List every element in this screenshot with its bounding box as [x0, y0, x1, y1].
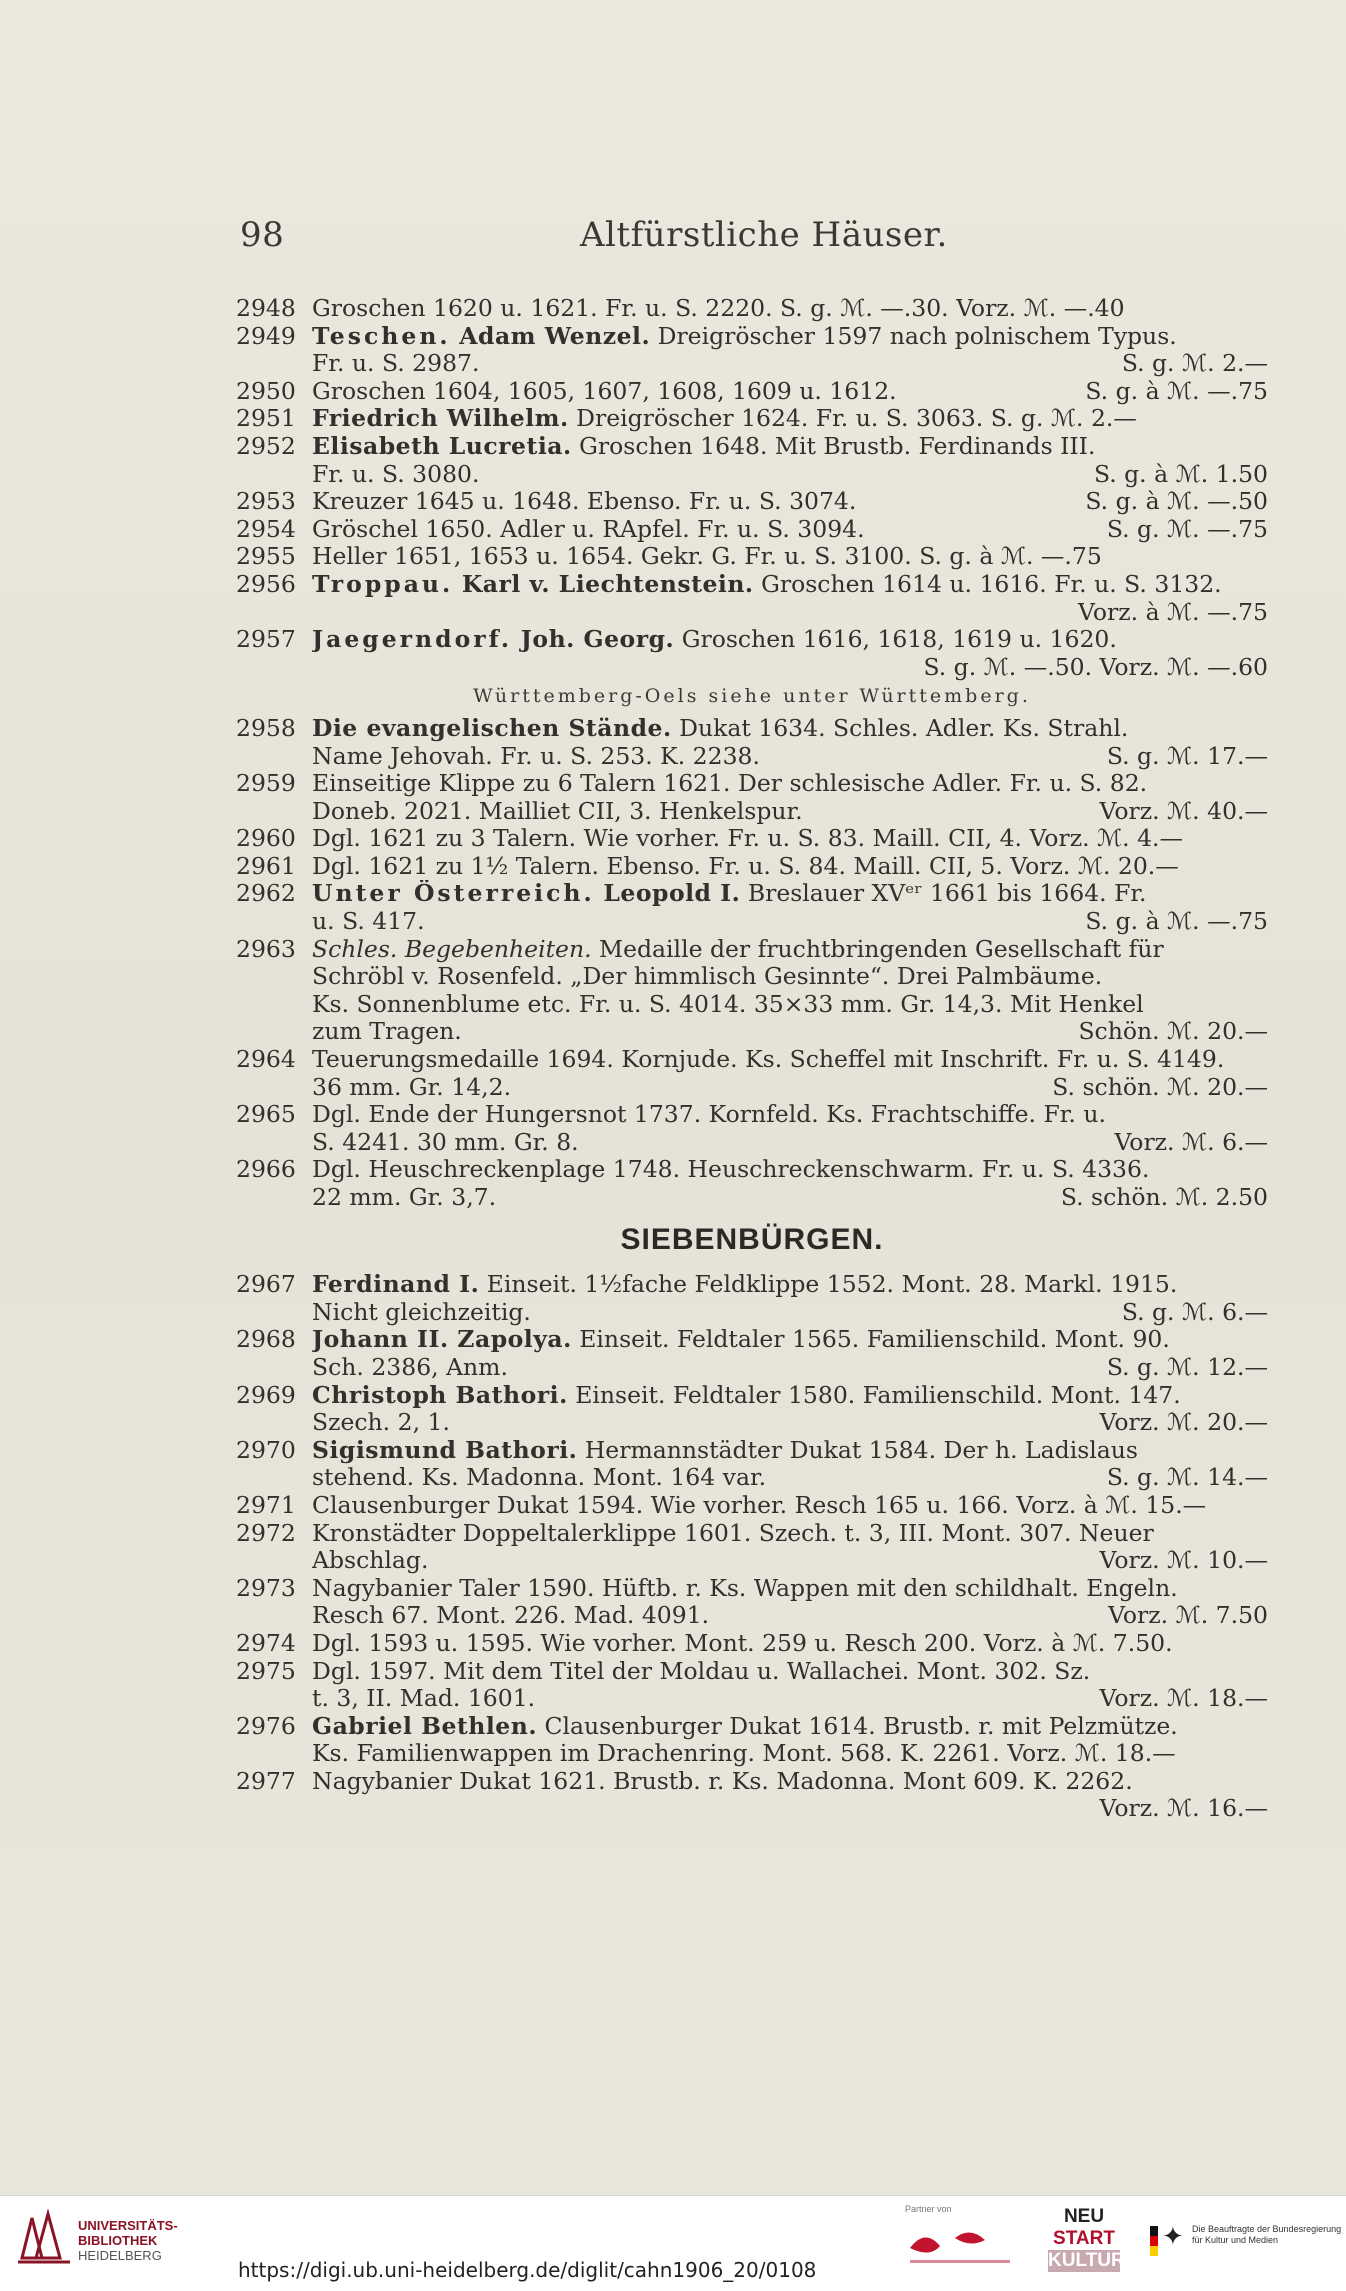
- entry-number: 2950: [236, 376, 296, 405]
- entry-text: Einseit. Feldtaler 1580. Familienschild. Mont. 147.: [567, 1381, 1181, 1409]
- neustart-word-3: KULTUR: [1048, 2250, 1125, 2271]
- entry-text: Ks. Sonnenblume etc. Fr. u. S. 4014. 35×33 mm. Gr. 14,3. Mit Henkel: [312, 990, 1144, 1018]
- entry-text: 22 mm. Gr. 3,7.: [312, 1184, 497, 1211]
- entry-line: [312, 1299, 1268, 1327]
- catalog-entry: [236, 853, 1268, 881]
- entry-text: zum Tragen.: [312, 1018, 462, 1046]
- entry-price: Vorz. à ℳ. —.75: [1078, 598, 1268, 626]
- entry-price: S. g. à ℳ. 1.50: [1093, 460, 1268, 488]
- entry-heading: Gabriel Bethlen.: [312, 1712, 537, 1740]
- entry-line: [312, 1046, 1268, 1074]
- page-title: Altfürstliche Häuser.: [580, 215, 948, 255]
- entry-number: 2964: [236, 1045, 296, 1074]
- cross-reference-note: Württemberg-Oels siehe unter Württemberg.: [473, 685, 1031, 708]
- catalog-entry: [236, 1156, 1268, 1211]
- entry-number: 2977: [236, 1766, 296, 1795]
- catalog-entry: [236, 1492, 1268, 1520]
- uh-line-1: UNIVERSITÄTS-: [78, 2218, 178, 2233]
- section-title: SIEBENBÜRGEN.: [620, 1222, 884, 1256]
- entry-price: S. g. ℳ. 17.—: [1106, 742, 1268, 770]
- entry-number: 2948: [236, 294, 296, 322]
- catalog-entry: [236, 880, 1268, 935]
- entry-heading: Leopold I.: [594, 880, 741, 908]
- entry-line: [312, 1685, 1268, 1713]
- entry-line: [312, 516, 1268, 544]
- catalog-entry: [236, 626, 1268, 681]
- neustart-word-2: START: [1053, 2228, 1115, 2249]
- entry-line: [312, 825, 1268, 853]
- entry-line: [312, 743, 1268, 771]
- entry-text: t. 3, II. Mad. 1601.: [312, 1685, 536, 1713]
- entry-line: [312, 1630, 1268, 1658]
- entry-text: Doneb. 2021. Mailliet CII, 3. Henkelspur.: [312, 797, 803, 825]
- entry-number: 2975: [236, 1656, 296, 1685]
- catalog-entry: [236, 1520, 1268, 1575]
- entry-text: Clausenburger Dukat 1614. Brustb. r. mit Pelzmütze.: [537, 1712, 1178, 1740]
- entry-heading: Christoph Bathori.: [312, 1381, 568, 1409]
- entry-text: u. S. 417.: [312, 908, 425, 936]
- entry-line: [312, 1768, 1268, 1796]
- entry-group-transylvania: [236, 1271, 1268, 1823]
- entry-text: Kreuzer 1645 u. 1648. Ebenso. Fr. u. S. 3074.: [312, 488, 857, 516]
- entry-text: Einseit. 1½fache Feldklippe 1552. Mont. 28. Markl. 1915.: [479, 1271, 1178, 1299]
- uh-line-3: HEIDELBERG: [78, 2248, 162, 2263]
- entry-heading: Joh. Georg.: [512, 626, 675, 654]
- entry-price: S. schön. ℳ. 20.—: [1052, 1073, 1268, 1101]
- entry-line: [312, 1492, 1268, 1520]
- entry-price: S. g. à ℳ. —.75: [1085, 908, 1268, 936]
- entry-text: Groschen 1616, 1618, 1619 u. 1620.: [674, 626, 1117, 654]
- catalog-entry: [236, 1101, 1268, 1156]
- entry-text: Abschlag.: [312, 1547, 429, 1575]
- university-library-logo-icon: [14, 2208, 74, 2266]
- catalog-entry: [236, 516, 1268, 544]
- entry-line: [312, 1156, 1268, 1184]
- entry-line: [312, 1602, 1268, 1630]
- entry-line: [312, 1658, 1268, 1686]
- eagle-icon: ✦: [1162, 2222, 1184, 2252]
- catalog-entry: [236, 1382, 1268, 1437]
- entry-text: Clausenburger Dukat 1594. Wie vorher. Resch 165 u. 166. Vorz. à ℳ. 15.—: [312, 1491, 1207, 1519]
- entry-line: [312, 853, 1268, 881]
- entry-text: Einseitige Klippe zu 6 Talern 1621. Der schlesische Adler. Fr. u. S. 82.: [312, 770, 1148, 798]
- entry-number: 2959: [236, 769, 296, 798]
- entry-price: S. g. ℳ. 12.—: [1106, 1353, 1268, 1381]
- entry-number: 2960: [236, 824, 296, 853]
- entry-line: [312, 1575, 1268, 1603]
- digital-library-partner-logo-icon: [900, 2218, 1020, 2270]
- entry-text: Dukat 1634. Schles. Adler. Ks. Strahl.: [671, 714, 1129, 742]
- entry-group-silesian-estates: [236, 715, 1268, 1212]
- entry-line: [312, 1382, 1268, 1410]
- entry-text: Groschen 1604, 1605, 1607, 1608, 1609 u. 1612.: [312, 377, 897, 405]
- entry-line: [312, 936, 1268, 964]
- entry-line: [312, 1547, 1268, 1575]
- entry-price: S. g. à ℳ. —.50: [1085, 488, 1268, 516]
- catalog-entry: [236, 1271, 1268, 1326]
- entry-line: [312, 405, 1268, 433]
- entry-price: Schön. ℳ. 20.—: [1078, 1018, 1268, 1046]
- entry-text: Groschen 1620 u. 1621. Fr. u. S. 2220. S. g. ℳ. —.30. Vorz. ℳ. —.40: [312, 295, 1125, 322]
- entry-line: [312, 1713, 1268, 1741]
- entry-line: [312, 323, 1268, 351]
- entry-text: Hermannstädter Dukat 1584. Der h. Ladislaus: [577, 1436, 1138, 1464]
- entry-price: S. g. à ℳ. —.75: [1085, 377, 1268, 405]
- entry-text: Groschen 1614 u. 1616. Fr. u. S. 3132.: [753, 570, 1222, 598]
- entry-number: 2973: [236, 1573, 296, 1602]
- entry-line: [312, 433, 1268, 461]
- entry-line: [312, 543, 1268, 571]
- page-header: [240, 215, 1260, 265]
- entry-text: Medaille der fruchtbringenden Gesellschaft für: [591, 935, 1164, 963]
- entry-text: Fr. u. S. 2987.: [312, 350, 480, 378]
- entry-line: [312, 295, 1268, 323]
- entry-line: [312, 1101, 1268, 1129]
- entry-price: S. g. ℳ. —.50. Vorz. ℳ. —.60: [923, 653, 1268, 681]
- entry-line: [312, 378, 1268, 406]
- entry-text: Name Jehovah. Fr. u. S. 253. K. 2238.: [312, 742, 760, 770]
- entry-text: Gröschel 1650. Adler u. RApfel. Fr. u. S. 3094.: [312, 515, 865, 543]
- catalog-entry: [236, 488, 1268, 516]
- german-flag-icon: [1150, 2226, 1158, 2256]
- neustart-kultur-logo: [1048, 2206, 1125, 2280]
- catalog-entries: [236, 295, 1268, 1823]
- catalog-entry: [236, 770, 1268, 825]
- entry-line: [312, 715, 1268, 743]
- entry-text: Kronstädter Doppeltalerklippe 1601. Szech. t. 3, III. Mont. 307. Neuer: [312, 1519, 1154, 1547]
- entry-line: [312, 1464, 1268, 1492]
- entry-heading: Karl v. Liechtenstein.: [453, 570, 754, 598]
- entry-heading: Adam Wenzel.: [450, 322, 651, 350]
- page-number: 98: [240, 215, 285, 255]
- entry-heading: Friedrich Wilhelm.: [312, 405, 569, 433]
- entry-heading: Schles. Begebenheiten.: [312, 935, 592, 963]
- entry-number: 2970: [236, 1435, 296, 1464]
- entry-number: 2976: [236, 1711, 296, 1740]
- catalog-entry: [236, 1046, 1268, 1101]
- catalog-entry: [236, 1768, 1268, 1823]
- entry-number: 2963: [236, 934, 296, 963]
- entry-text: Dgl. Heuschreckenplage 1748. Heuschreckenschwarm. Fr. u. S. 4336.: [312, 1156, 1150, 1184]
- entry-line: [312, 1271, 1268, 1299]
- entry-text: Dgl. 1593 u. 1595. Wie vorher. Mont. 259 u. Resch 200. Vorz. à ℳ. 7.50.: [312, 1629, 1173, 1657]
- entry-line: [312, 963, 1268, 991]
- entry-heading: Elisabeth Lucretia.: [312, 432, 572, 460]
- entry-price: Vorz. ℳ. 16.—: [1099, 1795, 1268, 1823]
- catalog-entry: [236, 1575, 1268, 1630]
- entry-number: 2958: [236, 713, 296, 742]
- entry-line: [312, 1520, 1268, 1548]
- entry-number: 2967: [236, 1270, 296, 1299]
- entry-price: Vorz. ℳ. 7.50: [1108, 1602, 1268, 1630]
- entry-text: Dgl. 1621 zu 3 Talern. Wie vorher. Fr. u. S. 83. Maill. CII, 4. Vorz. ℳ. 4.—: [312, 825, 1184, 853]
- entry-line: [312, 1354, 1268, 1382]
- entry-text: Nicht gleichzeitig.: [312, 1298, 531, 1326]
- university-library-name: [78, 2218, 178, 2263]
- entry-price: Vorz. ℳ. 20.—: [1099, 1409, 1268, 1437]
- entry-line: [312, 350, 1268, 378]
- entry-text: Breslauer XVᵉʳ 1661 bis 1664. Fr.: [740, 880, 1147, 908]
- entry-text: stehend. Ks. Madonna. Mont. 164 var.: [312, 1464, 767, 1492]
- entry-text: Dreigröscher 1597 nach polnischem Typus.: [650, 322, 1177, 350]
- entry-text: Nagybanier Taler 1590. Hüftb. r. Ks. Wappen mit den schildhalt. Engeln.: [312, 1574, 1178, 1602]
- entry-text: Nagybanier Dukat 1621. Brustb. r. Ks. Madonna. Mont 609. K. 2262.: [312, 1767, 1133, 1795]
- entry-text: Dgl. 1597. Mit dem Titel der Moldau u. Wallachei. Mont. 302. Sz.: [312, 1657, 1091, 1685]
- entry-price: Vorz. ℳ. 18.—: [1099, 1685, 1268, 1713]
- entry-line: [312, 1018, 1268, 1046]
- catalog-entry: [236, 1326, 1268, 1381]
- entry-text: Dgl. Ende der Hungersnot 1737. Kornfeld. Ks. Frachtschiffe. Fr. u.: [312, 1101, 1106, 1129]
- catalog-entry: [236, 405, 1268, 433]
- catalog-entry: [236, 378, 1268, 406]
- partner-label: Partner von: [905, 2204, 952, 2214]
- entry-number: 2962: [236, 879, 296, 908]
- federal-culture-logo: [1150, 2208, 1340, 2278]
- entry-number: 2957: [236, 625, 296, 654]
- entry-line: [312, 461, 1268, 489]
- entry-text: Dreigröscher 1624. Fr. u. S. 3063. S. g. ℳ. 2.—: [568, 405, 1137, 433]
- entry-line: [312, 488, 1268, 516]
- entry-line: [312, 1326, 1268, 1354]
- catalog-entry: [236, 1713, 1268, 1768]
- entry-text: Ks. Familienwappen im Drachenring. Mont. 568. K. 2261. Vorz. ℳ. 18.—: [312, 1740, 1176, 1768]
- entry-line: [312, 1074, 1268, 1102]
- entry-text: Resch 67. Mont. 226. Mad. 4091.: [312, 1602, 710, 1630]
- entry-number: 2974: [236, 1628, 296, 1657]
- entry-text: Heller 1651, 1653 u. 1654. Gekr. G. Fr. u. S. 3100. S. g. à ℳ. —.75: [312, 543, 1102, 571]
- entry-number: 2972: [236, 1518, 296, 1547]
- entry-text: Dgl. 1621 zu 1½ Talern. Ebenso. Fr. u. S. 84. Maill. CII, 5. Vorz. ℳ. 20.—: [312, 852, 1179, 880]
- entry-price: S. g. ℳ. 14.—: [1106, 1464, 1268, 1492]
- entry-number: 2954: [236, 514, 296, 543]
- entry-line: [312, 1409, 1268, 1437]
- entry-number: 2961: [236, 851, 296, 880]
- entry-number: 2968: [236, 1325, 296, 1354]
- entry-text: Schröbl v. Rosenfeld. „Der himmlisch Gesinnte“. Drei Palmbäume.: [312, 963, 1103, 991]
- catalog-entry: [236, 715, 1268, 770]
- catalog-entry: [236, 1630, 1268, 1658]
- entry-price: S. g. ℳ. 6.—: [1121, 1298, 1268, 1326]
- entry-line: [312, 908, 1268, 936]
- entry-heading: Jaegerndorf.: [312, 626, 513, 654]
- entry-line: [312, 1437, 1268, 1465]
- entry-number: 2966: [236, 1155, 296, 1184]
- catalog-entry: [236, 1658, 1268, 1713]
- entry-line: [312, 1184, 1268, 1212]
- entry-number: 2949: [236, 321, 296, 350]
- entry-text: Einseit. Feldtaler 1565. Familienschild. Mont. 90.: [571, 1326, 1170, 1354]
- entry-line: [312, 798, 1268, 826]
- entry-line: [312, 770, 1268, 798]
- entry-text: Teuerungsmedaille 1694. Kornjude. Ks. Scheffel mit Inschrift. Fr. u. S. 4149.: [312, 1046, 1225, 1074]
- entry-line: [312, 571, 1268, 599]
- entry-line: [312, 880, 1268, 908]
- entry-number: 2965: [236, 1100, 296, 1129]
- entry-text: S. 4241. 30 mm. Gr. 8.: [312, 1128, 579, 1156]
- entry-line: [312, 1740, 1268, 1768]
- footer-bar: [0, 2195, 1346, 2291]
- entry-text: Fr. u. S. 3080.: [312, 460, 480, 488]
- entry-text: Sch. 2386, Anm.: [312, 1353, 508, 1381]
- catalog-entry: [236, 1437, 1268, 1492]
- entry-heading: Teschen.: [312, 322, 451, 350]
- federal-culture-text: Die Beauftragte der Bundesregierung für Kultur und Medien: [1192, 2224, 1342, 2245]
- entry-text: Groschen 1648. Mit Brustb. Ferdinands III.: [571, 432, 1096, 460]
- catalog-entry: [236, 323, 1268, 378]
- entry-heading: Die evangelischen Stände.: [312, 714, 672, 742]
- entry-line: [312, 654, 1268, 682]
- entry-text: Szech. 2, 1.: [312, 1409, 450, 1437]
- entry-price: S. g. ℳ. 2.—: [1121, 350, 1268, 378]
- entry-number: 2951: [236, 404, 296, 433]
- entry-line: [312, 1129, 1268, 1157]
- entry-line: [312, 1795, 1268, 1823]
- catalog-entry: [236, 825, 1268, 853]
- permalink-url[interactable]: https://digi.ub.uni-heidelberg.de/diglit/cahn1906_20/0108: [238, 2258, 817, 2282]
- entry-heading: Unter Österreich.: [312, 880, 595, 908]
- entry-number: 2969: [236, 1380, 296, 1409]
- uh-line-2: BIBLIOTHEK: [78, 2233, 158, 2248]
- entry-price: Vorz. ℳ. 6.—: [1114, 1128, 1268, 1156]
- catalog-entry: [236, 571, 1268, 626]
- entry-text: 36 mm. Gr. 14,2.: [312, 1073, 512, 1101]
- entry-heading: Johann II. Zapolya.: [312, 1326, 572, 1354]
- catalog-entry: [236, 295, 1268, 323]
- entry-number: 2953: [236, 487, 296, 516]
- neustart-word-1: NEU: [1063, 2206, 1105, 2227]
- catalog-entry: [236, 433, 1268, 488]
- entry-line: [312, 599, 1268, 627]
- entry-price: Vorz. ℳ. 10.—: [1099, 1547, 1268, 1575]
- entry-heading: Ferdinand I.: [312, 1271, 480, 1299]
- entry-group-silesia: [236, 295, 1268, 681]
- entry-line: [312, 626, 1268, 654]
- entry-line: [312, 991, 1268, 1019]
- entry-number: 2955: [236, 542, 296, 571]
- entry-heading: Troppau.: [312, 570, 454, 598]
- entry-number: 2956: [236, 569, 296, 598]
- catalog-entry: [236, 543, 1268, 571]
- entry-heading: Sigismund Bathori.: [312, 1436, 578, 1464]
- entry-price: S. schön. ℳ. 2.50: [1060, 1184, 1268, 1211]
- entry-price: S. g. ℳ. —.75: [1106, 515, 1268, 543]
- entry-number: 2952: [236, 431, 296, 460]
- entry-price: Vorz. ℳ. 40.—: [1099, 797, 1268, 825]
- catalog-entry: [236, 936, 1268, 1046]
- entry-number: 2971: [236, 1490, 296, 1519]
